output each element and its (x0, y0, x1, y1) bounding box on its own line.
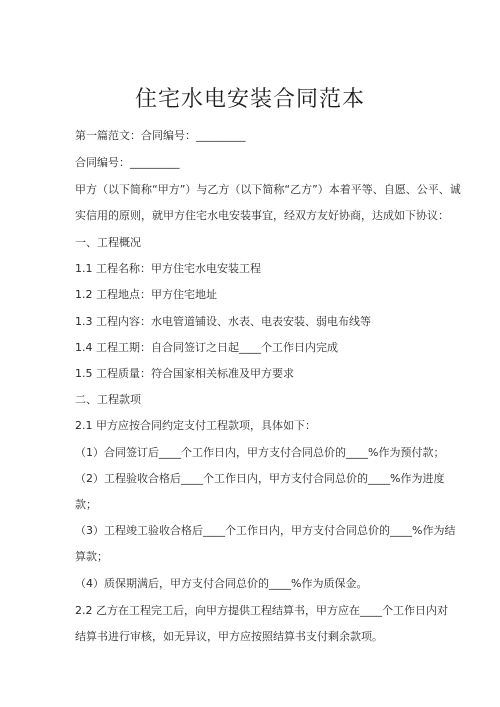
text-line: 1.5 工程质量：符合国家相关标准及甲方要求 (75, 367, 294, 380)
text-line: 1.1 工程名称：甲方住宅水电安装工程 (75, 262, 261, 275)
text-line: （2）工程验收合格后____个工作日内，甲方支付合同总价的____%作为进度 (75, 472, 445, 485)
text-line: 实信用的原则，就甲方住宅水电安装事宜，经双方友好协商，达成如下协议： (75, 209, 449, 222)
text-line: 结算书进行审核，如无异议，甲方应按照结算书支付剩余款项。 (75, 630, 383, 643)
text-line: （4）质保期满后，甲方支付合同总价的____%作为质保金。 (75, 577, 368, 590)
text-line: 款； (75, 498, 97, 511)
text-line: （3）工程竣工验收合格后____个工作日内，甲方支付合同总价的____%作为结 (75, 524, 456, 537)
text-line: 算款； (75, 550, 108, 563)
text-line: 第一篇范文：合同编号：_________ (75, 129, 246, 142)
text-line: 2.2 乙方在工程完工后，向甲方提供工程结算书，甲方应在____个工作日内对 (75, 604, 448, 617)
text-line: 1.2 工程地点：甲方住宅地址 (75, 288, 217, 301)
text-line: 1.3 工程内容：水电管道铺设、水表、电表安装、弱电布线等 (75, 315, 371, 328)
text-line: （1）合同签订后____个工作日内，甲方支付合同总价的____%作为预付款； (75, 446, 445, 459)
text-line: 1.4 工程工期：自合同签订之日起____个工作日内完成 (75, 341, 338, 354)
section-heading: 二、工程款项 (75, 393, 141, 406)
section-heading: 一、工程概况 (75, 236, 141, 249)
text-line: 合同编号：_________ (75, 156, 180, 169)
text-line: 甲方（以下简称“甲方”）与乙方（以下简称“乙方”）本着平等、自愿、公平、诚 (75, 183, 461, 196)
document-title: 住宅水电安装合同范本 (134, 87, 365, 112)
text-line: 2.1 甲方应按合同约定支付工程款项，具体如下： (75, 419, 316, 432)
